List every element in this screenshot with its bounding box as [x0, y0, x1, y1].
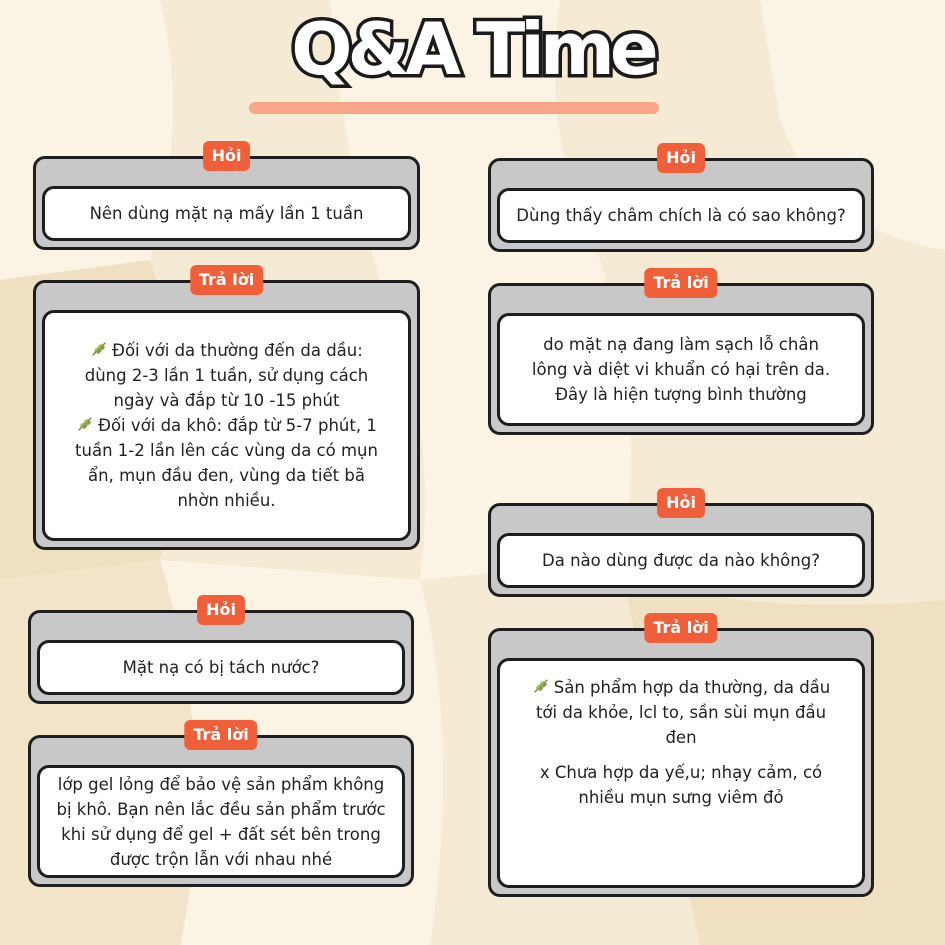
- header: [0, 4, 945, 114]
- question-badge: Hỏi: [197, 595, 245, 625]
- answer-line: lớp gel lỏng để bảo vệ sản phẩm không: [57, 774, 385, 794]
- question-text-box: [497, 533, 865, 588]
- question-card-3: [488, 148, 874, 252]
- answer-line: bị khô. Bạn nên lắc đều sản phẩm trước: [56, 799, 386, 819]
- answer-line: khi sử dụng để gel + đất sét bên trong: [61, 824, 381, 844]
- answer-line: tới da khỏe, lcl to, sần sùi mụn đầu: [535, 703, 827, 722]
- answer-line: nhờn nhiều.: [177, 491, 276, 510]
- question-text-box: [37, 640, 405, 695]
- answer-line: Đối với da khô: đắp từ 5-7 phút, 1: [76, 413, 377, 438]
- leaf-icon: [90, 340, 108, 358]
- answer-text-box: [497, 313, 865, 426]
- answer-text-box: [42, 310, 411, 541]
- answer-line: Đối với da thường đến da dầu:: [90, 338, 363, 363]
- answer-card-2: [28, 725, 414, 887]
- answer-line: nhiều mụn sưng viêm đỏ: [578, 788, 784, 807]
- leaf-icon: [532, 677, 550, 695]
- page-title: Q&A Time: [291, 7, 654, 91]
- leaf-icon: [76, 415, 94, 433]
- question-text: Mặt nạ có bị tách nước?: [122, 658, 320, 677]
- answer-line: lông và diệt vi khuẩn có hại trên da.: [531, 360, 831, 379]
- answer-text-box: [497, 658, 865, 888]
- question-card-2: [28, 600, 414, 704]
- answer-card-1: [33, 270, 420, 550]
- answer-line: tuần 1-2 lần lên các vùng da có mụn: [75, 441, 378, 460]
- answer-badge: Trả lời: [190, 265, 263, 295]
- answer-line: ngày và đắp từ 10 -15 phút: [113, 391, 340, 410]
- answer-card-4: [488, 618, 874, 897]
- answer-line: được trộn lẫn với nhau nhé: [109, 849, 333, 869]
- answer-badge: Trả lời: [644, 613, 717, 643]
- question-badge: Hỏi: [203, 141, 251, 171]
- answer-line: đen: [665, 728, 697, 747]
- answer-text-box: [37, 765, 405, 878]
- answer-badge: Trả lời: [184, 720, 257, 750]
- title-underline: [249, 102, 659, 114]
- answer-line: x Chưa hợp da yế,u; nhạy cảm, có: [539, 763, 823, 782]
- answer-card-3: [488, 273, 874, 435]
- answer-line: Đây là hiện tượng bình thường: [555, 385, 807, 404]
- answer-paragraph: [540, 760, 822, 810]
- question-text: Dùng thấy châm chích là có sao không?: [516, 206, 846, 225]
- answer-paragraph: [532, 675, 831, 750]
- question-text-box: [497, 188, 865, 243]
- answer-badge: Trả lời: [644, 268, 717, 298]
- question-badge: Hỏi: [657, 488, 705, 518]
- question-badge: Hỏi: [657, 143, 705, 173]
- question-card-1: [33, 146, 420, 250]
- question-text-box: [42, 186, 411, 241]
- answer-line: ẩn, mụn đầu đen, vùng da tiết bã: [88, 466, 365, 485]
- answer-line: Sản phẩm hợp da thường, da dầu: [532, 675, 831, 700]
- question-card-4: [488, 493, 874, 597]
- question-text: Da nào dùng được da nào không?: [542, 551, 820, 570]
- answer-line: dùng 2-3 lần 1 tuần, sử dụng cách: [84, 366, 369, 385]
- answer-line: do mặt nạ đang làm sạch lỗ chân: [543, 335, 819, 354]
- question-text: Nên dùng mặt nạ mấy lần 1 tuần: [89, 204, 364, 223]
